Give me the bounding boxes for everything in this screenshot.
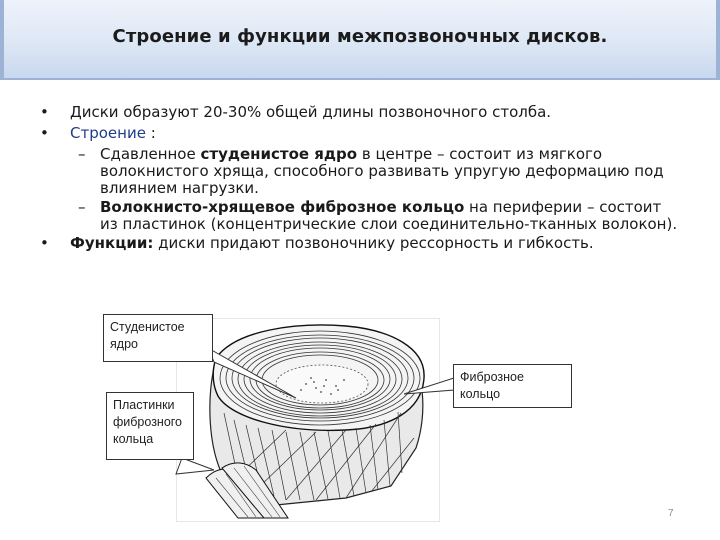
sub-bullet-item bbox=[40, 199, 680, 233]
bullet-item bbox=[40, 104, 680, 121]
disc-illustration bbox=[176, 318, 440, 522]
sub-bullet-item bbox=[40, 146, 680, 197]
callout-annulus bbox=[453, 364, 572, 408]
page-number: 7 bbox=[668, 508, 674, 519]
bullet-icon: • bbox=[40, 124, 49, 142]
callout-annulus-text: Фиброзное кольцо bbox=[460, 370, 524, 401]
bullet-text: диски придают позвоночнику рессорность и гибкость. bbox=[153, 234, 594, 252]
term-annulus: Волокнисто-хрящевое фиброзное кольцо bbox=[100, 198, 465, 216]
sub-bullet-text: на периферии – состоит из пластинок (концентрические слои соединительно-тканных волокон). bbox=[100, 198, 678, 233]
sub-bullet-text: Сдавленное bbox=[100, 145, 201, 163]
bullet-icon: • bbox=[40, 103, 49, 121]
callout-nucleus bbox=[103, 314, 213, 362]
term-functions: Функции: bbox=[70, 234, 154, 252]
callout-lamellae bbox=[106, 392, 194, 460]
bullet-item bbox=[40, 235, 680, 252]
callout-nucleus-text: Студенистое ядро bbox=[110, 320, 185, 351]
slide-content bbox=[40, 104, 680, 256]
term-nucleus: студенистое ядро bbox=[200, 145, 358, 163]
bullet-text-suffix: : bbox=[145, 124, 156, 142]
bullet-text: Строение bbox=[70, 124, 146, 142]
title-bar bbox=[0, 0, 720, 80]
bullet-text: Диски образуют 20-30% общей длины позвоночного столба. bbox=[70, 103, 552, 121]
page-title: Строение и функции межпозвоночных дисков. bbox=[112, 26, 608, 47]
dash-icon: – bbox=[78, 198, 86, 216]
disc-drawing bbox=[176, 318, 440, 522]
bullet-icon: • bbox=[40, 234, 49, 252]
bullet-item bbox=[40, 125, 680, 142]
callout-lamellae-text: Пластинки фиброзного кольца bbox=[113, 398, 183, 446]
sub-bullet-text: в центре – состоит из мягкого волокнистого хряща, способного развивать упругую деформацию под влиянием нагрузки. bbox=[100, 145, 664, 197]
dash-icon: – bbox=[78, 145, 86, 163]
